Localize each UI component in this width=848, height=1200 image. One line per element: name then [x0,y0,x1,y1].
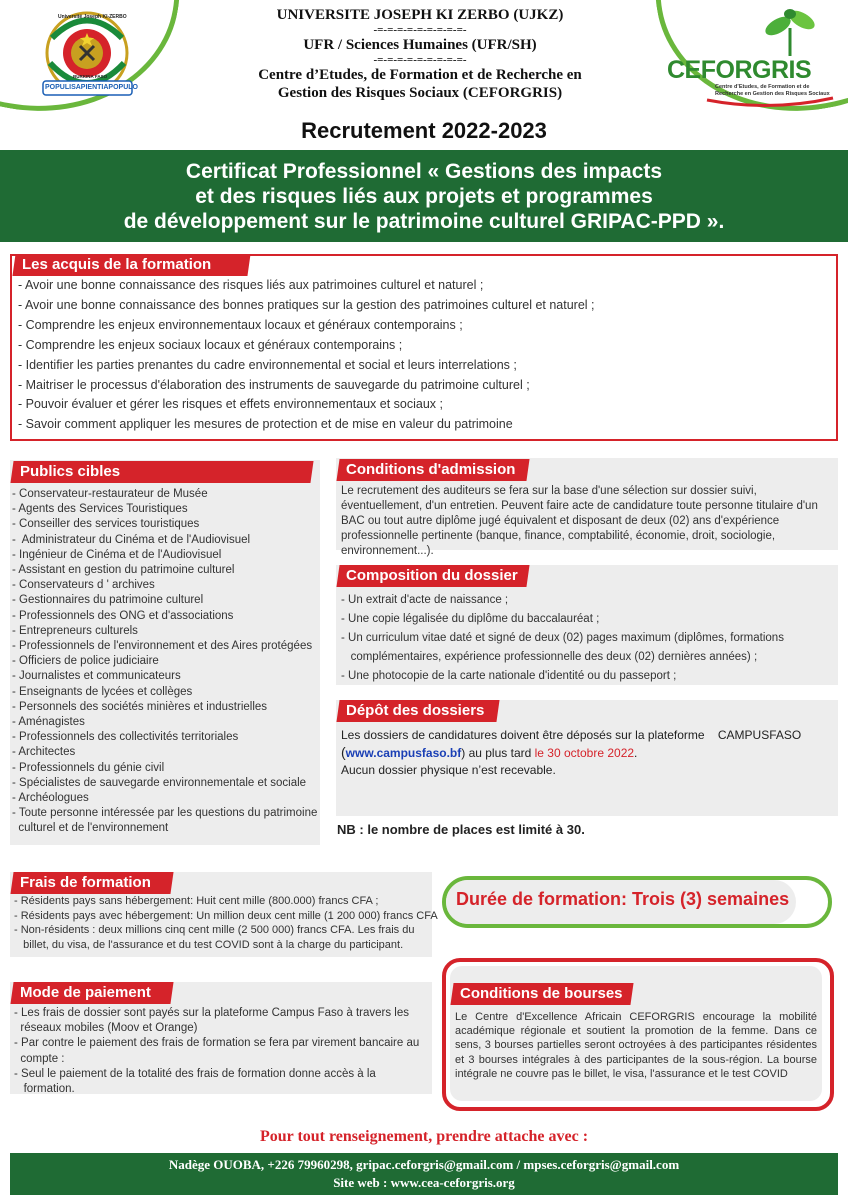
hand-swoosh-icon [705,96,835,108]
motto-word: POPULO [108,84,138,91]
dossier-item: - Une photocopie de la carte nationale d'identité ou du passeport ; [341,670,677,682]
acquis-item: - Comprendre les enjeux sociaux locaux et généraux contemporains ; [18,337,403,352]
publics-item: - Conservateurs d ' archives [12,579,155,592]
acquis-item: - Comprendre les enjeux environnementaux locaux et généraux contemporains ; [18,317,463,332]
publics-item: - Agents des Services Touristiques [12,503,188,516]
ceforgris-tagline-2: Recherche en Gestion des Risques Sociaux [715,91,830,97]
ceforgris-logo-name: CEFORGRIS [667,56,812,84]
publics-item: - Aménagistes [12,716,85,729]
acquis-item: - Avoir une bonne connaissance des bonnes pratiques sur la gestion des patrimoines culturel et naturel ; [18,297,595,312]
publics-item: - Spécialistes de sauvegarde environnementale et sociale [12,776,307,789]
bourses-title-text: Conditions de bourses [460,985,623,1002]
publics-item: - Professionnels du génie civil [12,761,165,774]
acquis-list [18,276,595,435]
frais-item: - Résidents pays sans hébergement: Huit cent mille (800.000) francs CFA ; [14,895,379,907]
depot-line-3: Aucun dossier physique n’est recevable. [341,763,556,777]
university-name: UNIVERSITE JOSEPH KI ZERBO (UJKZ) [276,7,564,23]
publics-item: - Toute personne intéressée par les questions du patrimoine [12,807,318,820]
depot-text [341,727,831,779]
publics-item: - Entrepreneurs culturels [12,624,138,637]
dossier-item: - Une copie légalisée du diplôme du baccalauréat ; [341,613,600,625]
publics-item: - Conservateur-restaurateur de Musée [12,488,208,500]
publics-item: - Gestionnaires du patrimoine culturel [12,594,204,607]
publics-item: - Enseignants de lycées et collèges [12,685,193,698]
acquis-item: - Pouvoir évaluer et gérer les risques et effets environnementaux et sociaux ; [18,397,443,412]
publics-item: - Assistant en gestion du patrimoine culturel [12,564,235,577]
paiement-item: - Les frais de dossier sont payés sur la plateforme Campus Faso à travers les [14,1007,410,1019]
paiement-item: - Par contre le paiement des frais de formation se fera par virement bancaire au [14,1037,420,1050]
publics-item: - Administrateur du Cinéma et de l'Audiovisuel [12,533,251,546]
paiement-item: - Seul le paiement de la totalité des frais de formation donne accès à la [14,1067,376,1080]
paiement-title [10,982,173,1004]
logo-country-text: BURKINA FASO [73,74,108,79]
dossier-title-text: Composition du dossier [346,567,518,584]
paiement-title-text: Mode de paiement [20,984,151,1001]
header-separator: -=-=-=-=-=-=-=-=-=- [373,54,467,66]
depot-line-1: Les dossiers de candidatures doivent être déposés sur la plateforme CAMPUSFASO [341,728,802,742]
ceforgris-logo [665,8,840,108]
frais-item: - Non-résidents : deux millions cinq cent mille (2 500 000) francs CFA. Les frais du [14,924,415,936]
university-logo [40,8,138,103]
motto-word: POPULI [45,84,72,91]
publics-list [12,487,317,837]
duree-text: Durée de formation: Trois (3) semaines [456,889,790,909]
depot-mid: ) au plus tard [461,746,535,760]
depot-deadline: le 30 octobre 2022 [534,746,635,760]
logo-top-text: Université Joseph KI-ZERBO [58,14,127,20]
logo-motto [45,84,138,91]
publics-item: - Professionnels de l'environnement et des Aires protégées [12,640,313,653]
ufr-name: UFR / Sciences Humaines (UFR/SH) [303,37,537,53]
acquis-item: - Savoir comment appliquer les mesures de protection et de mise en valeur du patrimoine [18,417,513,432]
publics-item: - Architectes [12,746,76,759]
publics-item: - Archéologues [12,792,89,805]
recruitment-title: Recrutement 2022-2023 [301,118,547,143]
program-banner [0,150,848,242]
admission-title-text: Conditions d'admission [346,461,516,478]
centre-name-2: Gestion des Risques Sociaux (CEFORGRIS) [277,85,563,101]
depot-line-2 [341,744,831,762]
campusfaso-link[interactable]: www.campusfaso.bf [345,746,462,760]
publics-item: - Personnels des sociétés minières et industrielles [12,700,268,713]
dossier-title [336,565,529,587]
publics-item: - Professionnels des collectivités territoriales [12,731,239,744]
frais-list [14,894,438,952]
plant-icon [760,8,820,58]
footer-bar [10,1153,838,1195]
acquis-item: - Identifier les parties prenantes du cadre environnemental et social et leurs interrelations ; [18,357,517,372]
paiement-list [14,1006,419,1097]
publics-title-text: Publics cibles [20,463,121,480]
banner-line-2: et des risques liés aux projets et programmes [195,185,653,208]
publics-item: culturel et de l'environnement [12,822,169,835]
paiement-item: compte : [14,1052,65,1065]
acquis-title [12,254,250,276]
frais-title-text: Frais de formation [20,874,151,891]
publics-item: - Officiers de police judiciaire [12,655,159,668]
contact-heading: Pour tout renseignement, prendre attache avec : [259,1128,589,1145]
centre-name-1: Centre d’Etudes, de Formation et de Recherche en [258,67,582,83]
paiement-item: réseaux mobiles (Moov et Orange) [14,1022,198,1035]
depot-title-text: Dépôt des dossiers [346,702,485,719]
dossier-list [341,591,784,686]
dossier-item: - Un curriculum vitae daté et signé de deux (02) pages maximum (diplômes, formations [341,632,784,644]
publics-item: - Ingénieur de Cinéma et de l'Audiovisuel [12,548,222,561]
bourses-title [450,983,633,1005]
acquis-title-text: Les acquis de la formation [22,256,212,273]
motto-word: SAPIENTIA [71,84,109,91]
nb-note: NB : le nombre de places est limité à 30. [337,822,585,837]
paiement-item: formation. [14,1083,75,1096]
footer-contact: Nadège OUOBA, +226 79960298, gripac.ceforgris@gmail.com / mpses.ceforgris@gmail.com [168,1157,680,1172]
publics-item: - Professionnels des ONG et d'associations [12,609,234,622]
frais-item: - Résidents pays avec hébergement: Un million deux cent mille (1 200 000) francs CFA [14,909,438,922]
acquis-item: - Avoir une bonne connaissance des risques liés aux patrimoines culturel et naturel ; [18,278,484,292]
publics-item: - Conseiller des services touristiques [12,518,200,531]
banner-line-1: Certificat Professionnel « Gestions des impacts [185,160,663,183]
acquis-item: - Maitriser le processus d'élaboration des instruments de sauvegarde du patrimoine culturel ; [18,377,530,392]
admission-text: Le recrutement des auditeurs se fera sur la base d'une sélection sur dossier suivi, éventuellement, d'un entretien. Peuvent faire acte de candidature toute personne titulaire d'un BAC ou tout autre diplôme jugé équivalent et disposant de deux (02) ans d'expérience professionnelle pertinente (banque, finance, comptabilité, économie, droit, sociologie, environnement...). [341,485,818,557]
header-text [180,6,660,102]
frais-title [10,872,173,894]
depot-paren: ( [341,744,346,760]
header [0,0,848,118]
banner-line-3: de développement sur le patrimoine culturel GRIPAC-PPD ». [123,210,725,233]
depot-title [336,700,499,722]
bourses-text: Le Centre d'Excellence Africain CEFORGRIS encourage la mobilité académique régionale et soutient la promotion de la femme. Dans ce sens, 3 bourses partielles seront octroyées à des participantes résidentes et 3 bourses intégrales à des participantes de la sous-région. La bourse intégrale ne couvre pas le billet, le visa, l'assurance et le test COVID [455,1011,817,1080]
header-separator: -=-=-=-=-=-=-=-=-=- [373,24,467,36]
publics-title [10,461,313,483]
admission-title [336,459,529,481]
dossier-item: - Un extrait d'acte de naissance ; [341,594,509,606]
dossier-item: complémentaires, expérience professionnelle des deux (02) dernières années) ; [341,651,758,663]
frais-item: billet, du visa, de l'assurance et du test COVID sont à la charge du participant. [14,938,404,951]
publics-item: - Journalistes et communicateurs [12,670,181,683]
depot-end: . [634,746,638,760]
ceforgris-tagline-1: Centre d’Etudes, de Formation et de [715,84,810,90]
footer-website[interactable]: Site web : www.cea-ceforgris.org [333,1175,515,1190]
